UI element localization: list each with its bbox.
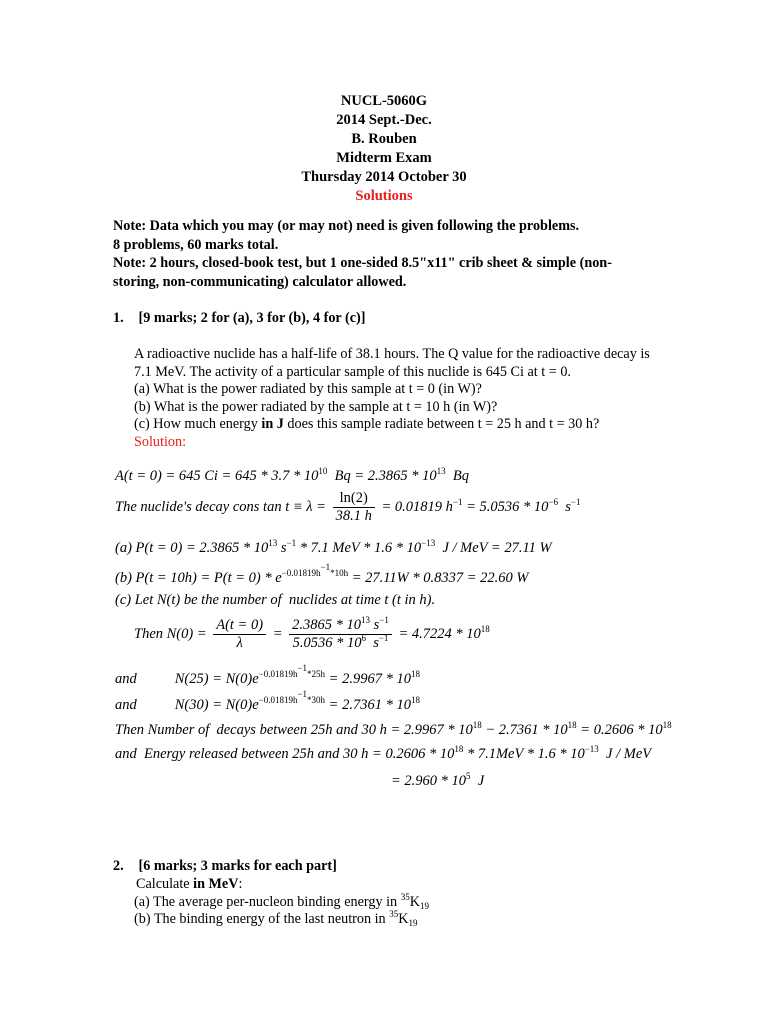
equation-part-b: (b) $P(t = 10h) = P(t = 0) * e^{-0.01819h^{-1}*10h} = 27.11W * 0.8337 = 22.60$ W (115, 562, 529, 586)
note-rules: Note: 2 hours, closed-book test, but 1 one-sided 8.5"x11" crib sheet & simple (non-storing, non-communicating) calculator allowed. (113, 255, 612, 290)
exam-notes (113, 217, 653, 291)
equation-energy: and Energy released between 25h and 30 $h = 0.2606 * 10^{18} * 7.1MeV * 1.6 * 10^{-13}$ J / MeV (115, 744, 652, 762)
equation-n25: and $N(25) = N(0)e^{-0.01819h^{-1}*25h} = 2.9967 * 10^{18}$ (115, 663, 420, 687)
solution-label: Solution: (134, 433, 187, 450)
question-1-part-a: (a) What is the power radiated by this sample at t = 0 (in W)? (134, 381, 482, 398)
solutions-label: Solutions (355, 188, 413, 204)
question-2-part-b: (b) The binding energy of the last neutron in $^{35}K_{19}$ (134, 909, 418, 929)
exam-title: Midterm Exam (336, 150, 432, 166)
instructor-name: B. Rouben (351, 131, 417, 147)
question-2-part-a: (a) The average per-nucleon binding energy in $^{35}K_{19}$ (134, 891, 429, 911)
question-1-intro: A radioactive nuclide has a half-life of 38.1 hours. The Q value for the radioactive decay is 7.1 MeV. The activity of a particular sample of this nuclide is 645 Ci at t = 0. (134, 346, 650, 380)
equation-n30: and $N(30) = N(0)e^{-0.01819h^{-1}*30h} = 2.7361 * 10^{18}$ (115, 689, 420, 713)
question-2-marks: [6 marks; 3 marks for each part] (138, 858, 337, 874)
exam-date: Thursday 2014 October 30 (301, 169, 467, 185)
note-marks: 8 problems, 60 marks total. (113, 236, 279, 253)
question-1-part-c: (c) How much energy in J does this sample radiate between t = 25 h and t = 30 h? (134, 416, 600, 433)
exam-term: 2014 Sept.-Dec. (336, 112, 432, 128)
equation-energy-result: = $2.960 * 10^5$ J (391, 771, 485, 789)
equation-part-a: (a) $P(t = 0) = 2.3865 * 10^{13}$ $s^{-1} * 7.1$ MeV * $1.6 * 10^{-13}$ J / MeV = 27.11 W (115, 538, 552, 556)
equation-initial-nuclides: Then N(0) = $\frac{A(t = 0)}{\lambda}$ = $\frac{2.3865 * 10^{13} s^{-1}}{5.0536 * 10^6 s^{-1}}$ = $4.7224 * 10^{18}$ (134, 615, 490, 651)
course-code: NUCL-5060G (340, 93, 428, 109)
note-data: Note: Data which you may (or may not) need is given following the problems. (113, 218, 580, 234)
question-2-text (134, 876, 429, 929)
equation-decay-constant: The nuclide's decay cons tan t ≡ λ = $\frac{\ln(2)}{38.1 h}$ = 0.01819 $h^{-1} = 5.0536 * 10^{-6}$ $s^{-1}$ (115, 490, 581, 524)
question-2-heading (113, 858, 337, 875)
question-1-marks: [9 marks; 2 for (a), 3 for (b), 4 for (c)] (138, 310, 366, 326)
exam-header (0, 92, 768, 206)
question-1-part-b: (b) What is the power radiated by the sample at t = 10 h (in W)? (134, 398, 498, 415)
question-1-heading (113, 310, 365, 327)
equation-activity: A(t = 0) = 645 $Ci = 645 * 3.7 * 10^{10}$ $Bq = 2.3865 * 10^{13}$ Bq (115, 466, 469, 484)
question-1-number: 1. (113, 310, 124, 326)
equation-decays: Then Number of decays between 25h and 30 $h = 2.9967 * 10^{18} - 2.7361 * 10^{18} = 0.2606 * 10^{18}$ (115, 720, 672, 738)
question-2-instruction: Calculate in MeV: (136, 876, 243, 892)
question-2-number: 2. (113, 858, 124, 874)
equation-part-c-intro: (c) Let N(t) be the number of nuclides at time t (t in h). (115, 592, 436, 608)
question-1-text (134, 346, 654, 452)
